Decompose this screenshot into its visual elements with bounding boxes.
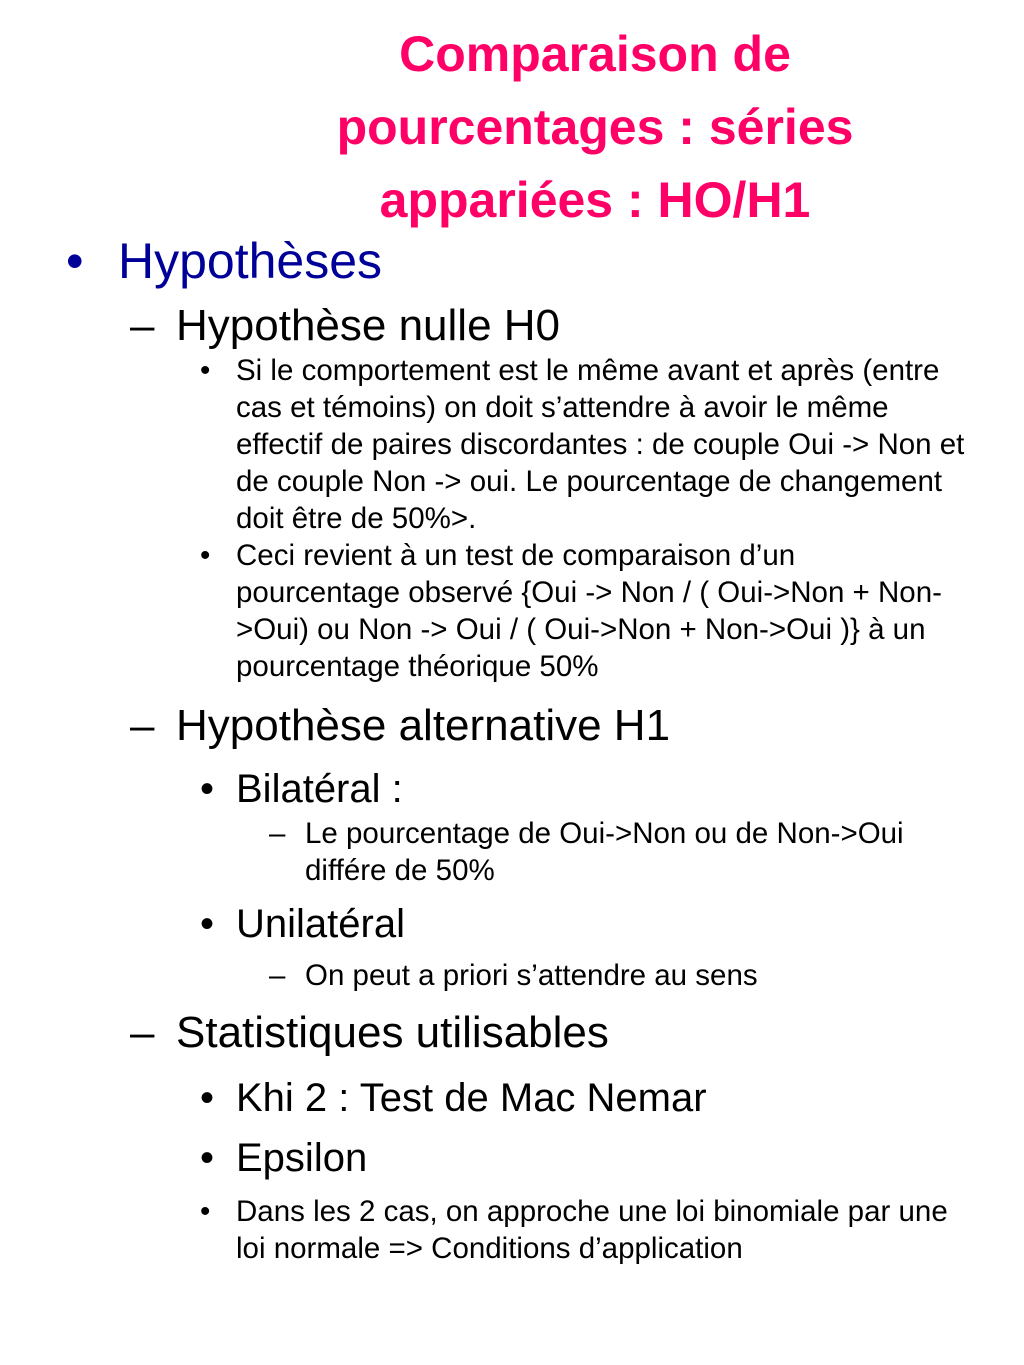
bullet-marker: • [66,233,84,289]
bullet-marker: • [200,1076,215,1120]
bullet-marker: • [200,1136,215,1180]
h0-point-1 [200,352,966,537]
bullet-hypotheses [66,233,383,289]
unilateral-item [200,902,405,946]
dash-marker: – [269,817,286,850]
bullet-marker: • [200,767,215,811]
hypotheses-label: Hypothèses [118,233,383,289]
h0-point-1-text: Si le comportement est le même avant et après (entre cas et témoins) on doit s’attendre à avoir le même effectif de paires discordantes : de couple Oui -> Non et de couple Non -> oui. Le pourcentage de changement doit être de 50%>. [236,354,965,535]
unilateral-detail-text: On peut a priori s’attendre au sens [305,959,758,992]
bullet-marker: • [200,902,215,946]
stats-heading [130,1008,609,1057]
stats-item-1 [200,1076,707,1120]
dash-marker: – [130,701,155,750]
bilateral-detail [269,815,945,889]
stats-note-text: Dans les 2 cas, on approche une loi binomiale par une loi normale => Conditions d’application [236,1195,948,1265]
h0-point-2 [200,537,966,685]
stats-heading-label: Statistiques utilisables [176,1008,609,1057]
stats-item-1-text: Khi 2 : Test de Mac Nemar [236,1076,707,1120]
h0-point-2-text: Ceci revient à un test de comparaison d’un pourcentage observé {Oui -> Non / ( Oui->Non + Non->Oui) ou Non -> Oui / ( Oui->Non + Non->Oui )} à un pourcentage théorique 50% [236,539,942,683]
dash-marker: – [130,1008,155,1057]
h1-heading [130,701,671,750]
dash-marker: – [269,959,286,992]
h0-heading-label: Hypothèse nulle H0 [176,301,561,350]
bilateral-detail-text: Le pourcentage de Oui->Non ou de Non->Oui différe de 50% [305,817,904,887]
bullet-marker: • [200,1195,211,1228]
h1-heading-label: Hypothèse alternative H1 [176,701,671,750]
slide-title: Comparaison de pourcentages : séries appariées : HO/H1 [336,26,854,228]
bilateral-item [200,767,403,811]
bilateral-label: Bilatéral : [236,767,403,811]
bullet-marker: • [200,354,211,387]
unilateral-label: Unilatéral [236,902,405,946]
h0-heading [130,301,561,350]
bullet-marker: • [200,539,211,572]
stats-item-2-text: Epsilon [236,1136,368,1180]
stats-note [200,1193,956,1267]
dash-marker: – [130,301,155,350]
stats-item-2 [200,1136,368,1180]
unilateral-detail [269,957,945,994]
